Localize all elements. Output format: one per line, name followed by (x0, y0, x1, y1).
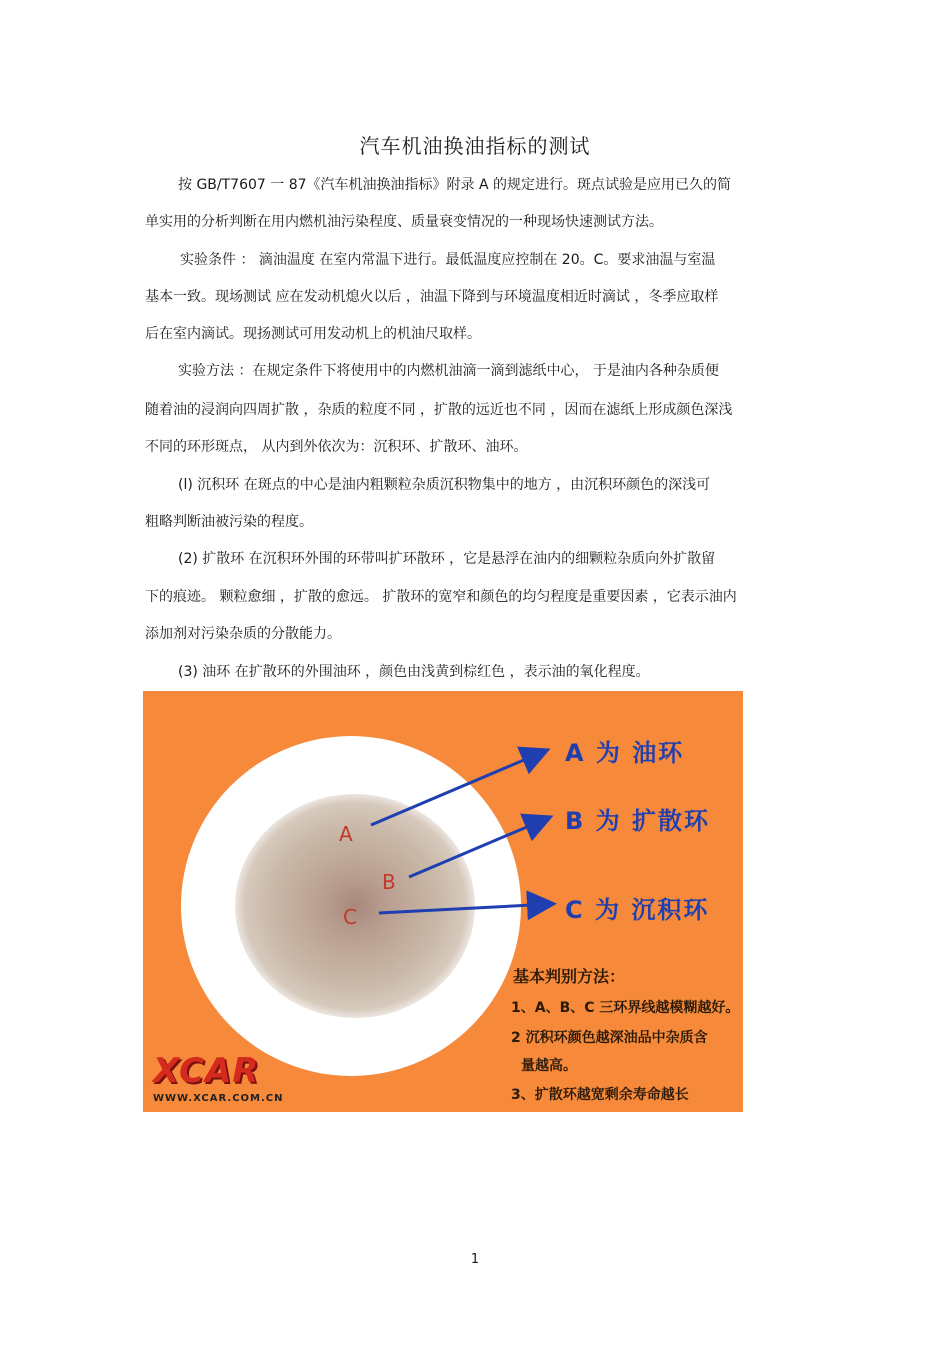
method-item: 3、扩散环越宽剩余寿命越长 (511, 1087, 689, 1103)
oil-spot-figure (143, 691, 743, 1112)
paragraph-line: 实验方法 ：在规定条件下将使用中的内燃机油滴一滴到滤纸中心， 于是油内各种杂质便 (178, 363, 719, 379)
point-label-a: A (339, 822, 353, 846)
ring-label-c: C 为 沉积环 (565, 896, 710, 924)
paragraph-line: 按 GB/T7607 一 87《汽车机油换油指标》附录 A 的规定进行。斑点试验是应用已久的简 (178, 177, 731, 193)
paragraph-line: 不同的环形斑点， 从内到外依次为：沉积环、扩散环、油环。 (145, 439, 528, 455)
paragraph-line: 随着油的浸润向四周扩散 ，杂质的粒度不同 ，扩散的远近也不同 ，因而在滤纸上形成颜色深浅 (145, 402, 733, 418)
ring-label-b: B 为 扩散环 (565, 807, 711, 835)
paragraph-line: 后在室内滴试。现扬测试可用发动机上的机油尺取样。 (145, 326, 481, 342)
paragraph-line: (l) 沉积环 在斑点的中心是油内粗颗粒杂质沉积物集中的地方 ，由沉积环颜色的深浅可 (178, 477, 711, 493)
paragraph-line: (3) 油环 在扩散环的外围油环 ，颜色由浅黄到棕红色 ，表示油的氧化程度。 (178, 664, 650, 680)
method-item: 1、A、B、C 三环界线越模糊越好。 (511, 1000, 740, 1016)
paragraph-line: 实验条件 ： 滴油温度 在室内常温下进行。最低温度应控制在 20。C。要求油温与室温 (180, 252, 716, 268)
paragraph-line: 下的痕迹。 颗粒愈细 ，扩散的愈远。 扩散环的宽窄和颜色的均匀程度是重要因素 ，它表示油内 (145, 589, 737, 605)
method-item: 2 沉积环颜色越深油品中杂质含 (511, 1030, 708, 1046)
paragraph-line: 单实用的分析判断在用内燃机油污染程度、质量衰变情况的一种现场快速测试方法。 (145, 214, 663, 230)
point-label-b: B (382, 870, 396, 894)
xcar-logo: XCAR (153, 1051, 260, 1091)
paragraph-line: 粗略判断油被污染的程度。 (145, 514, 313, 530)
xcar-url: WWW.XCAR.COM.CN (153, 1093, 284, 1104)
document-title: 汽车机油换油指标的测试 (359, 134, 591, 158)
paragraph-line: (2) 扩散环 在沉积环外围的环带叫扩环散环 ，它是悬浮在油内的细颗粒杂质向外扩散留 (178, 551, 716, 567)
paragraph-line: 基本一致。现场测试 应在发动机熄火以后 ，油温下降到与环境温度相近时滴试 ，冬季应取样 (145, 289, 719, 305)
method-title: 基本判别方法： (513, 967, 626, 986)
paragraph-line: 添加剂对污染杂质的分散能力。 (145, 626, 341, 642)
page-number: 1 (470, 1252, 480, 1267)
point-label-c: C (343, 905, 357, 929)
method-item: 量越高。 (521, 1058, 577, 1074)
ring-label-a: A 为 油环 (565, 739, 685, 767)
